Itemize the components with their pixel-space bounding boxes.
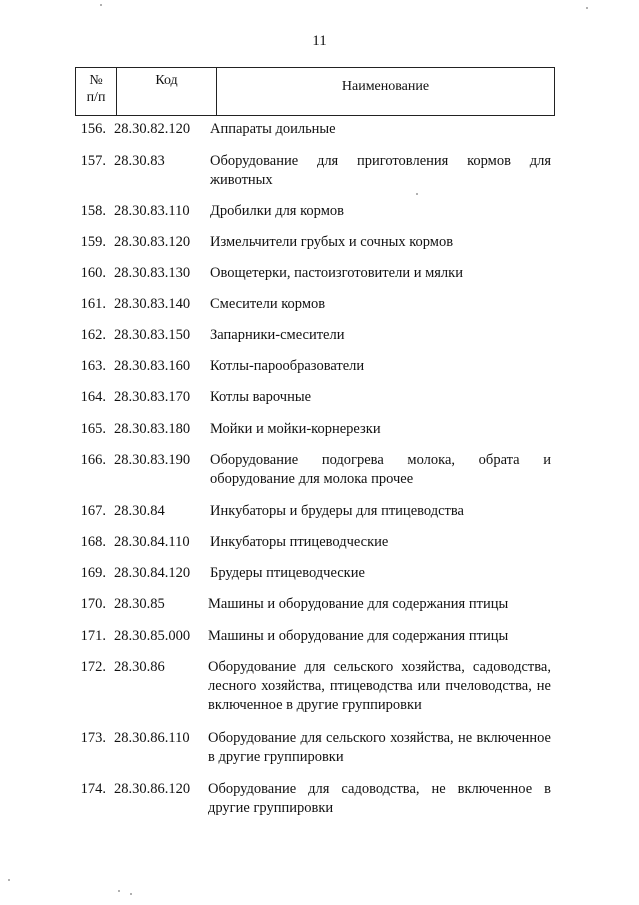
row-name: Машины и оборудование для содержания птицы	[208, 596, 509, 612]
row-name: Смесители кормов	[210, 296, 326, 312]
scan-speck	[118, 890, 120, 892]
row-name: Запарники-смесители	[210, 327, 345, 343]
row-number: 172.	[80, 659, 106, 675]
row-code: 28.30.83.180	[114, 421, 191, 437]
row-code: 28.30.83.120	[114, 234, 191, 250]
row-name: Машины и оборудование для содержания птицы	[208, 628, 509, 644]
row-name: Измельчители грубых и сочных кормов	[210, 234, 454, 250]
row-code: 28.30.83	[114, 153, 165, 169]
header-number-sign: №	[89, 73, 103, 88]
row-name: Овощетерки, пастоизготовители и мялки	[210, 265, 463, 281]
row-number: 156.	[80, 121, 106, 137]
row-name: Аппараты доильные	[210, 121, 336, 137]
row-name: Дробилки для кормов	[210, 203, 344, 219]
row-number: 170.	[80, 596, 106, 612]
row-code: 28.30.82.120	[114, 121, 191, 137]
header-code: Код	[117, 68, 217, 116]
row-number: 165.	[80, 421, 106, 437]
row-code: 28.30.83.170	[114, 389, 191, 405]
row-number: 166.	[80, 452, 106, 468]
row-name: Котлы варочные	[210, 389, 312, 405]
scan-speck	[586, 7, 588, 9]
row-code: 28.30.84.110	[114, 534, 190, 550]
row-name: Оборудование для приготовления кормов для животных	[210, 153, 551, 188]
row-number: 157.	[80, 153, 106, 169]
row-number: 161.	[80, 296, 106, 312]
row-number: 173.	[80, 730, 106, 746]
row-number: 168.	[80, 534, 106, 550]
row-code: 28.30.83.150	[114, 327, 191, 343]
row-name: Оборудование для садоводства, не включенное в другие группировки	[208, 781, 551, 816]
row-name: Инкубаторы птицеводческие	[210, 534, 389, 550]
row-code: 28.30.86.110	[114, 730, 190, 746]
row-code: 28.30.83.140	[114, 296, 191, 312]
row-number: 163.	[80, 358, 106, 374]
row-name: Инкубаторы и брудеры для птицеводства	[210, 503, 464, 519]
header-name: Наименование	[217, 68, 555, 116]
scan-speck	[416, 193, 418, 195]
row-number: 164.	[80, 389, 106, 405]
scan-speck	[100, 4, 102, 6]
page-number: 11	[312, 33, 327, 49]
row-code: 28.30.83.160	[114, 358, 191, 374]
row-number: 159.	[80, 234, 106, 250]
scan-speck	[8, 879, 10, 881]
row-code: 28.30.86.120	[114, 781, 191, 797]
row-code: 28.30.83.190	[114, 452, 191, 468]
row-name: Оборудование для сельского хозяйства, не включенное в другие группировки	[208, 730, 551, 765]
row-code: 28.30.84	[114, 503, 165, 519]
row-name: Котлы-парообразователи	[210, 358, 365, 374]
row-code: 28.30.83.110	[114, 203, 190, 219]
row-name: Мойки и мойки-корнерезки	[210, 421, 381, 437]
scan-speck	[130, 893, 132, 895]
row-number: 171.	[80, 628, 106, 644]
row-name: Брудеры птицеводческие	[210, 565, 365, 581]
row-number: 167.	[80, 503, 106, 519]
row-code: 28.30.83.130	[114, 265, 191, 281]
row-code: 28.30.85.000	[114, 628, 191, 644]
row-number: 169.	[80, 565, 106, 581]
row-number: 158.	[80, 203, 106, 219]
row-number: 162.	[80, 327, 106, 343]
header-number-abbrev: п/п	[86, 90, 106, 105]
row-number: 174.	[80, 781, 106, 797]
row-name: Оборудование для сельского хозяйства, садоводства, лесного хозяйства, птицеводства или пчеловодства, не включенное в другие группировки	[208, 659, 551, 713]
row-code: 28.30.85	[114, 596, 165, 612]
row-number: 160.	[80, 265, 106, 281]
row-code: 28.30.84.120	[114, 565, 191, 581]
row-name: Оборудование подогрева молока, обрата и оборудование для молока прочее	[210, 452, 551, 487]
row-code: 28.30.86	[114, 659, 165, 675]
